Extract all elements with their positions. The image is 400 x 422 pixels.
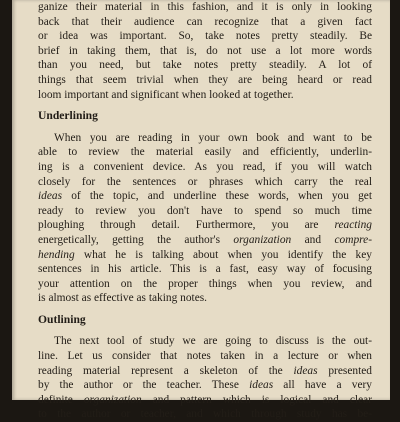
page-text xyxy=(38,0,372,422)
text-line: loom important and significant when looked at together. xyxy=(38,88,294,101)
paragraph-top xyxy=(38,0,372,102)
text-line: ganize their material in this fashion, and it is only in looking xyxy=(38,1,372,13)
text-line: hending what he is talking about when you identify the key xyxy=(38,248,372,261)
text-line: ploughing through detail. Furthermore, you are reacting xyxy=(38,219,372,232)
heading-underlining: Underlining xyxy=(38,109,98,123)
text-line: energetically, getting the author's organization and compre- xyxy=(38,233,372,246)
text-line: The next tool of study we are going to discuss is the out- xyxy=(54,335,372,348)
text-line: your attention on the proper things when you review, and xyxy=(38,277,372,290)
paragraph-underlining xyxy=(38,131,372,306)
text-line: ready to review you don't have to spend so much time xyxy=(38,204,372,217)
text-line: closely for the sentences or phrases which carry the real xyxy=(38,175,372,188)
heading-outlining: Outlining xyxy=(38,312,86,326)
text-line: by the author or the teacher. These ideas all have a very xyxy=(38,379,372,392)
text-line: or idea was important. So, take notes pretty steadily. Be xyxy=(38,30,372,43)
text-line: things that seem trivial when they are being heard or read xyxy=(38,73,372,86)
book-page xyxy=(12,0,390,421)
text-line: ideas of the topic, and underline these words, when you get xyxy=(38,190,372,203)
text-line: able to review the material easily and efficiently, underlin- xyxy=(38,146,372,159)
text-line: is almost as effective as taking notes. xyxy=(38,292,208,305)
text-line: ing is a convenient device. As you read, if you will watch xyxy=(38,160,372,173)
text-line: to the author or teacher, and which through study has be- xyxy=(38,408,372,421)
text-line: definite organization and pattern which is logical and clear xyxy=(38,393,373,406)
text-line: than you need, but take notes pretty steadily. A lot of xyxy=(38,59,372,72)
text-line: brief in taking them, that is, do not use a lot more words xyxy=(38,44,372,57)
text-line: When you are reading in your own book and want to be xyxy=(54,131,372,144)
text-line: back that their audience can recognize that a given fact xyxy=(38,15,372,28)
text-line: line. Let us consider that notes taken in a lecture or when xyxy=(38,350,372,363)
paragraph-outlining xyxy=(38,334,372,422)
text-line: sentences in his article. This is a fast, easy way of focusing xyxy=(38,263,372,276)
text-line: reading material represent a skeleton of the ideas presented xyxy=(38,364,372,377)
